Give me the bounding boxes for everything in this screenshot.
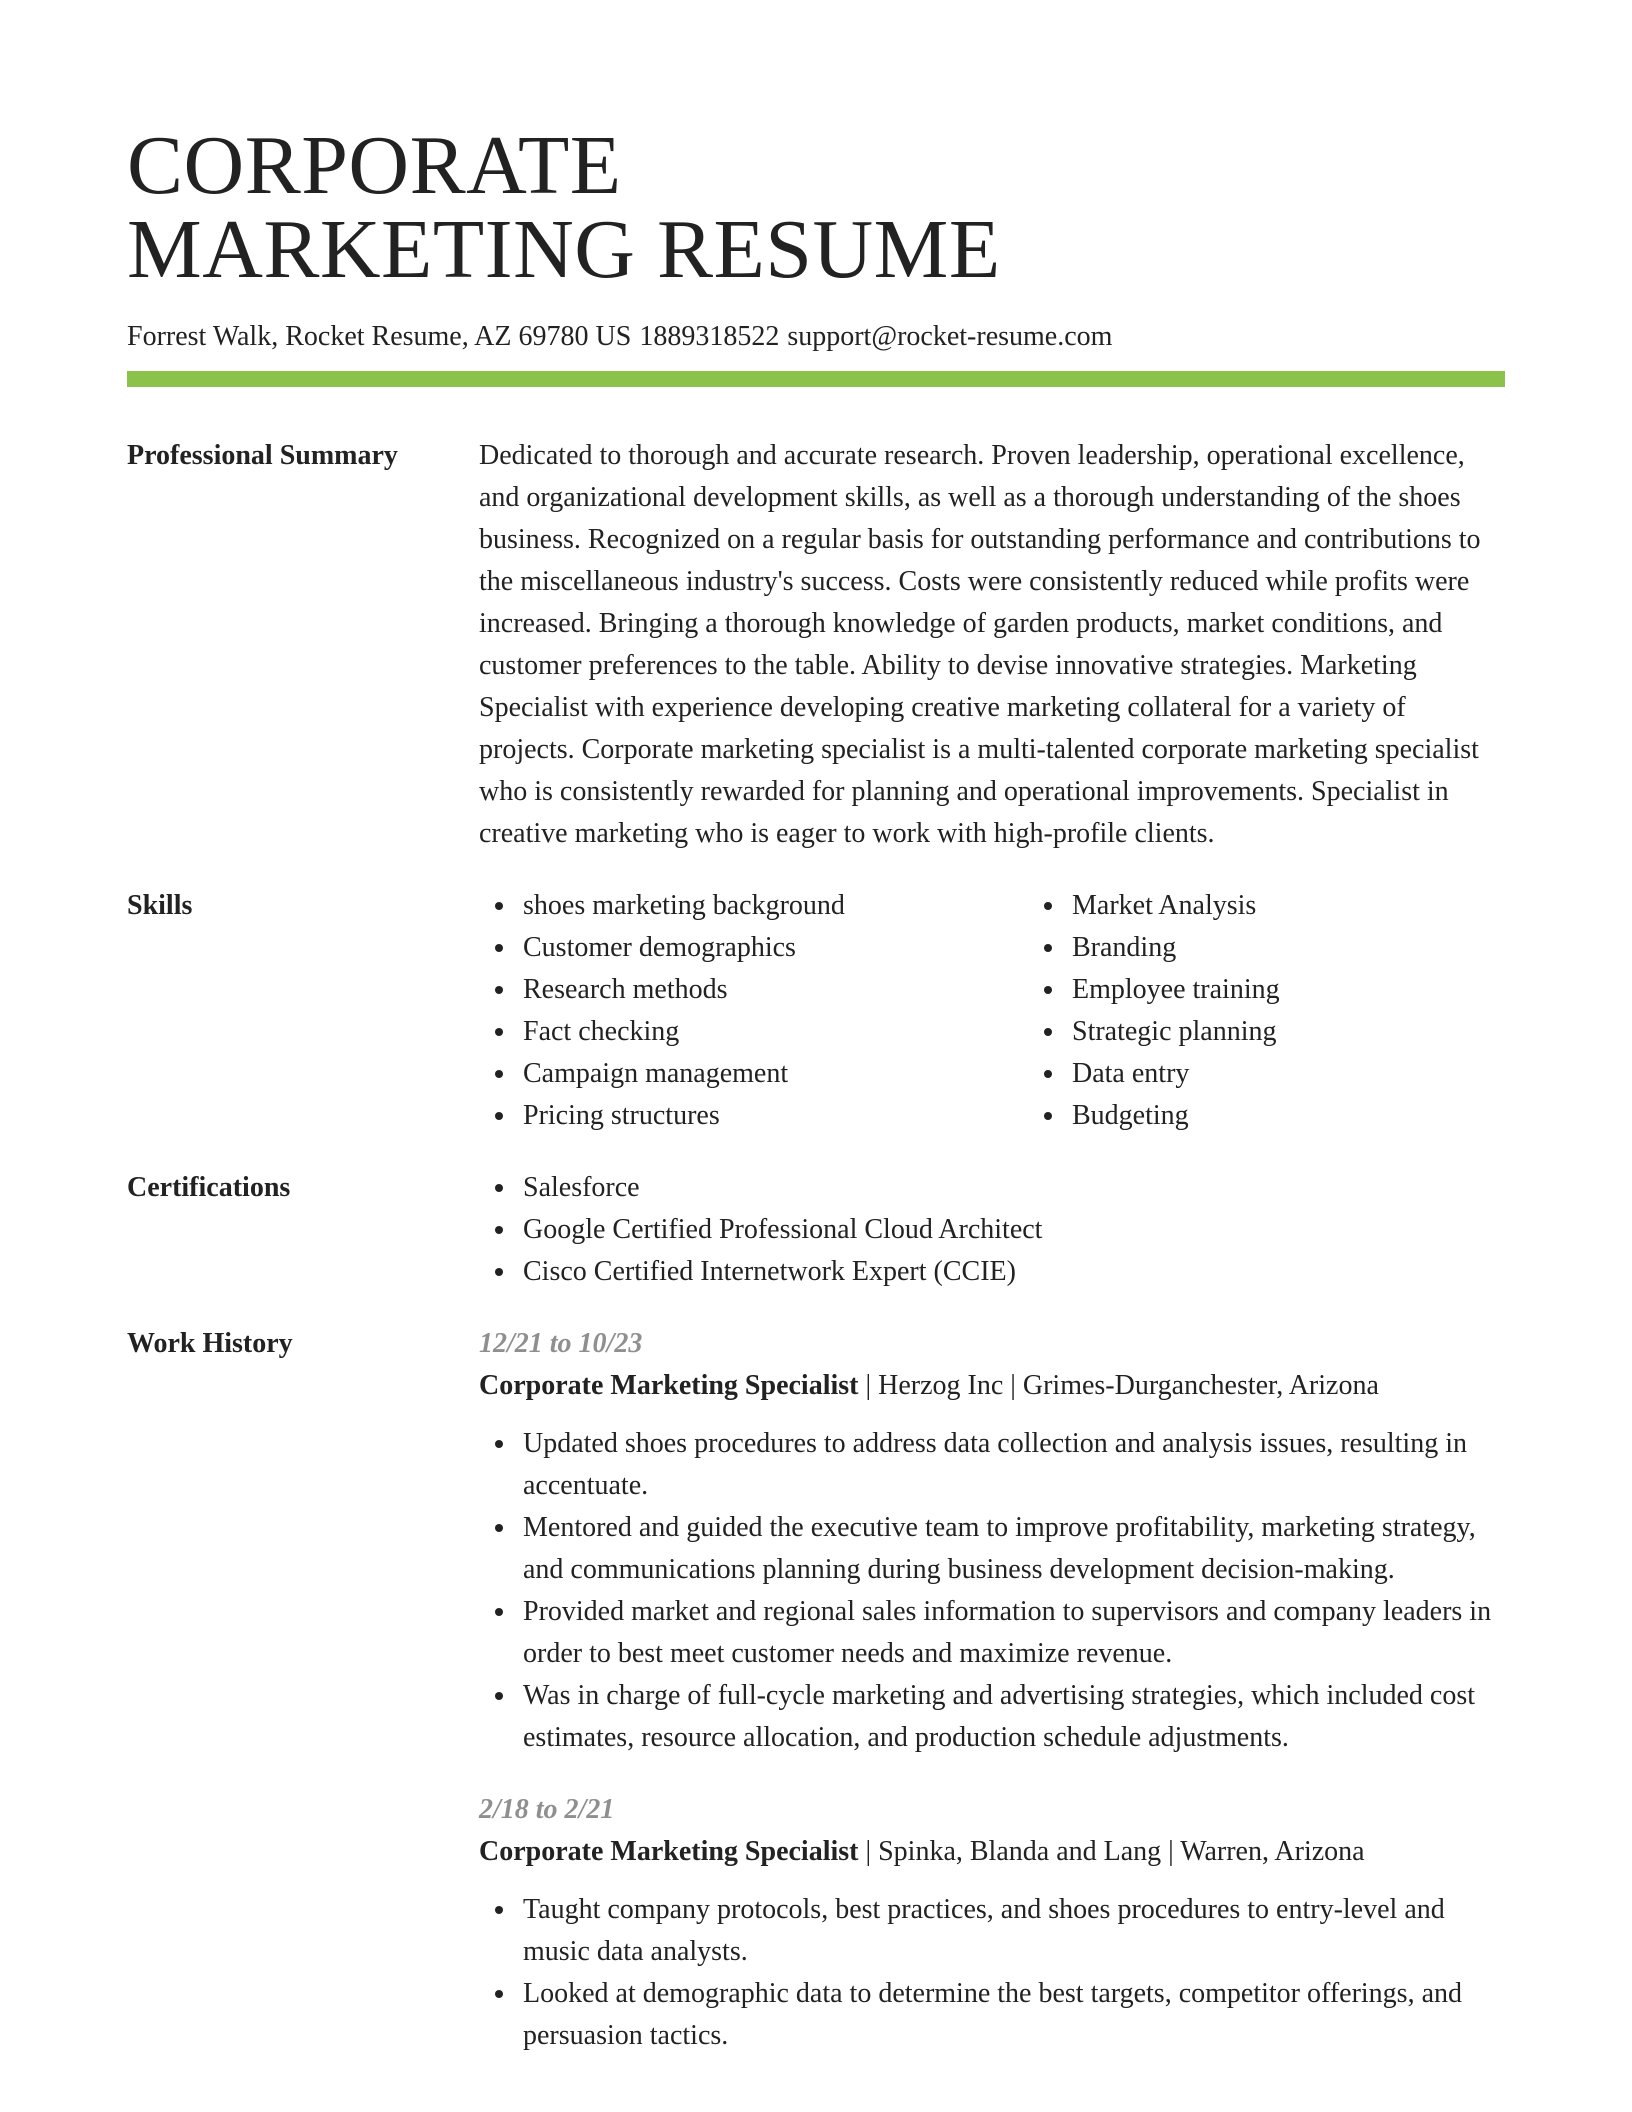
job-details: | Spinka, Blanda and Lang | Warren, Arizona — [865, 1836, 1365, 1867]
title-line-2: MARKETING RESUME — [127, 203, 1001, 296]
list-item: Taught company protocols, best practices, and shoes procedures to entry-level and music data analysts. — [523, 1889, 1505, 1973]
skills-list-left — [479, 885, 1028, 1137]
job-heading — [479, 1365, 1505, 1407]
list-item: Employee training — [1072, 969, 1577, 1011]
certifications-list — [479, 1167, 1505, 1293]
skills-list-right — [1028, 885, 1577, 1137]
list-item: Data entry — [1072, 1053, 1577, 1095]
certifications-body — [479, 1167, 1505, 1293]
contact-email: support@rocket-resume.com — [787, 321, 1113, 352]
summary-section — [127, 435, 1505, 855]
list-item: Budgeting — [1072, 1095, 1577, 1137]
list-item: Google Certified Professional Cloud Architect — [523, 1209, 1505, 1251]
job-title: Corporate Marketing Specialist — [479, 1370, 859, 1401]
summary-text: Dedicated to thorough and accurate research. Proven leadership, operational excellence, and organizational development skills, as well as a thorough understanding of the shoes business. Recognized on a regular basis for outstanding performance and contributions to the miscellaneous industry's success. Costs were consistently reduced while profits were increased. Bringing a thorough knowledge of garden products, market conditions, and customer preferences to the table. Ability to devise innovative strategies. Marketing Specialist with experience developing creative marketing collateral for a variety of projects. Corporate marketing specialist is a multi-talented corporate marketing specialist who is consistently rewarded for planning and operational improvements. Specialist in creative marketing who is eager to work with high-profile clients. — [479, 440, 1481, 849]
list-item: Salesforce — [523, 1167, 1505, 1209]
work-history-label: Work History — [127, 1328, 293, 1359]
accent-divider — [127, 371, 1505, 387]
job-dates: 2/18 to 2/21 — [479, 1794, 615, 1825]
list-item: Was in charge of full-cycle marketing and advertising strategies, which included cost estimates, resource allocation, and production schedule adjustments. — [523, 1675, 1505, 1759]
job-bullets — [479, 1889, 1505, 2057]
work-history-body — [479, 1323, 1505, 2057]
job-heading — [479, 1831, 1505, 1873]
list-item: Branding — [1072, 927, 1577, 969]
skills-section — [127, 885, 1505, 1137]
job-entry — [479, 1789, 1505, 2057]
contact-line — [127, 319, 1505, 355]
certifications-section — [127, 1167, 1505, 1293]
skills-label: Skills — [127, 890, 193, 921]
job-title: Corporate Marketing Specialist — [479, 1836, 859, 1867]
list-item: shoes marketing background — [523, 885, 1028, 927]
skills-columns — [479, 885, 1577, 1137]
list-item: Cisco Certified Internetwork Expert (CCIE) — [523, 1251, 1505, 1293]
page-title — [127, 119, 1505, 296]
list-item: Looked at demographic data to determine the best targets, competitor offerings, and persuasion tactics. — [523, 1973, 1505, 2057]
certifications-label: Certifications — [127, 1172, 291, 1203]
job-bullets — [479, 1423, 1505, 1759]
list-item: Pricing structures — [523, 1095, 1028, 1137]
list-item: Provided market and regional sales information to supervisors and company leaders in order to best meet customer needs and maximize revenue. — [523, 1591, 1505, 1675]
list-item: Updated shoes procedures to address data collection and analysis issues, resulting in accentuate. — [523, 1423, 1505, 1507]
list-item: Customer demographics — [523, 927, 1028, 969]
list-item: Fact checking — [523, 1011, 1028, 1053]
list-item: Campaign management — [523, 1053, 1028, 1095]
resume-page — [127, 119, 1505, 2057]
work-history-section — [127, 1323, 1505, 2057]
list-item: Mentored and guided the executive team to improve profitability, marketing strategy, and communications planning during business development decision-making. — [523, 1507, 1505, 1591]
summary-label: Professional Summary — [127, 440, 398, 471]
list-item: Market Analysis — [1072, 885, 1577, 927]
job-entry — [479, 1323, 1505, 1759]
title-line-1: CORPORATE — [127, 119, 622, 212]
list-item: Strategic planning — [1072, 1011, 1577, 1053]
contact-address: Forrest Walk, Rocket Resume, AZ 69780 US — [127, 321, 632, 352]
job-details: | Herzog Inc | Grimes-Durganchester, Arizona — [865, 1370, 1379, 1401]
contact-phone: 1889318522 — [639, 321, 780, 352]
list-item: Research methods — [523, 969, 1028, 1011]
job-dates: 12/21 to 10/23 — [479, 1328, 643, 1359]
